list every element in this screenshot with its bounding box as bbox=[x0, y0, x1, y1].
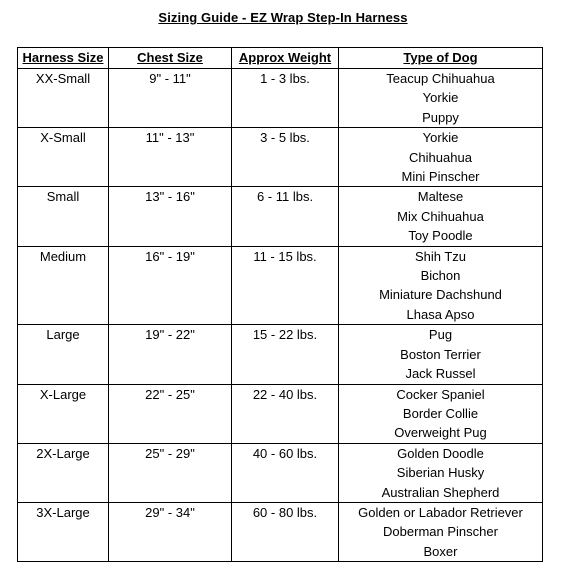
chest-size-cell: 19" - 22" bbox=[109, 325, 232, 384]
header-approx-weight: Approx Weight bbox=[232, 48, 339, 69]
dog-type: Australian Shepherd bbox=[381, 484, 500, 500]
dog-type: Boston Terrier bbox=[400, 346, 481, 362]
table-row bbox=[18, 443, 543, 502]
dog-type: Siberian Husky bbox=[396, 465, 485, 481]
dog-types-cell bbox=[339, 187, 543, 246]
chest-size-cell: 16" - 19" bbox=[109, 246, 232, 325]
dog-type: Yorkie bbox=[422, 130, 459, 146]
chest-size-cell: 9" - 11" bbox=[109, 69, 232, 128]
dog-type: Teacup Chihuahua bbox=[386, 71, 495, 86]
table-row bbox=[18, 246, 543, 325]
dog-type: Golden or Labador Retriever bbox=[358, 504, 523, 520]
chest-size-cell: 25" - 29" bbox=[109, 443, 232, 502]
weight-cell: 22 - 40 lbs. bbox=[232, 384, 339, 443]
weight-cell: 3 - 5 lbs. bbox=[232, 128, 339, 187]
table-row bbox=[18, 384, 543, 443]
dog-type: Golden Doodle bbox=[397, 445, 484, 461]
dog-type: Toy Poodle bbox=[408, 228, 473, 244]
dog-type: Border Collie bbox=[402, 405, 479, 421]
harness-size-cell: Medium bbox=[18, 246, 109, 325]
dog-type: Chihuahua bbox=[409, 149, 472, 165]
harness-size-cell: 3X-Large bbox=[18, 502, 109, 561]
harness-size-cell: 2X-Large bbox=[18, 443, 109, 502]
table-row bbox=[18, 502, 543, 561]
weight-cell: 40 - 60 lbs. bbox=[232, 443, 339, 502]
harness-size-cell: XX-Small bbox=[18, 69, 109, 128]
dog-type: Cocker Spaniel bbox=[396, 386, 485, 402]
harness-size-cell: Small bbox=[18, 187, 109, 246]
dog-type: Jack Russel bbox=[405, 366, 476, 382]
weight-cell: 15 - 22 lbs. bbox=[232, 325, 339, 384]
table-row bbox=[18, 69, 543, 128]
header-chest-size: Chest Size bbox=[109, 48, 232, 69]
dog-type: Maltese bbox=[417, 189, 464, 205]
table-row bbox=[18, 325, 543, 384]
dog-type: Miniature Dachshund bbox=[379, 287, 502, 303]
dog-type: Puppy bbox=[422, 109, 459, 125]
dog-types-cell bbox=[339, 443, 543, 502]
dog-types-cell bbox=[339, 246, 543, 325]
dog-type: Boxer bbox=[423, 543, 458, 559]
dog-type: Overweight Pug bbox=[394, 425, 487, 441]
dog-type: Mini Pinscher bbox=[401, 169, 480, 185]
dog-type: Shih Tzu bbox=[414, 248, 467, 264]
weight-cell: 6 - 11 lbs. bbox=[232, 187, 339, 246]
table-row bbox=[18, 128, 543, 187]
sizing-table bbox=[17, 47, 543, 562]
harness-size-cell: X-Large bbox=[18, 384, 109, 443]
dog-types-cell bbox=[339, 384, 543, 443]
dog-types-cell bbox=[339, 128, 543, 187]
weight-cell: 1 - 3 lbs. bbox=[232, 69, 339, 128]
page-title: Sizing Guide - EZ Wrap Step-In Harness bbox=[158, 10, 408, 25]
dog-type: Yorkie bbox=[422, 90, 459, 106]
dog-types-cell bbox=[339, 502, 543, 561]
harness-size-cell: Large bbox=[18, 325, 109, 384]
dog-type: Pug bbox=[428, 327, 453, 343]
chest-size-cell: 22" - 25" bbox=[109, 384, 232, 443]
harness-size-cell: X-Small bbox=[18, 128, 109, 187]
weight-cell: 11 - 15 lbs. bbox=[232, 246, 339, 325]
dog-type: Mix Chihuahua bbox=[397, 208, 484, 224]
chest-size-cell: 29" - 34" bbox=[109, 502, 232, 561]
dog-types-cell bbox=[339, 69, 543, 128]
dog-type: Lhasa Apso bbox=[406, 306, 475, 322]
header-harness-size: Harness Size bbox=[18, 48, 109, 69]
chest-size-cell: 13" - 16" bbox=[109, 187, 232, 246]
table-header-row bbox=[18, 48, 543, 69]
dog-type: Bichon bbox=[420, 268, 461, 284]
dog-types-cell bbox=[339, 325, 543, 384]
table-row bbox=[18, 187, 543, 246]
dog-type: Doberman Pinscher bbox=[383, 524, 498, 540]
header-type-of-dog: Type of Dog bbox=[339, 48, 543, 69]
chest-size-cell: 11" - 13" bbox=[109, 128, 232, 187]
weight-cell: 60 - 80 lbs. bbox=[232, 502, 339, 561]
